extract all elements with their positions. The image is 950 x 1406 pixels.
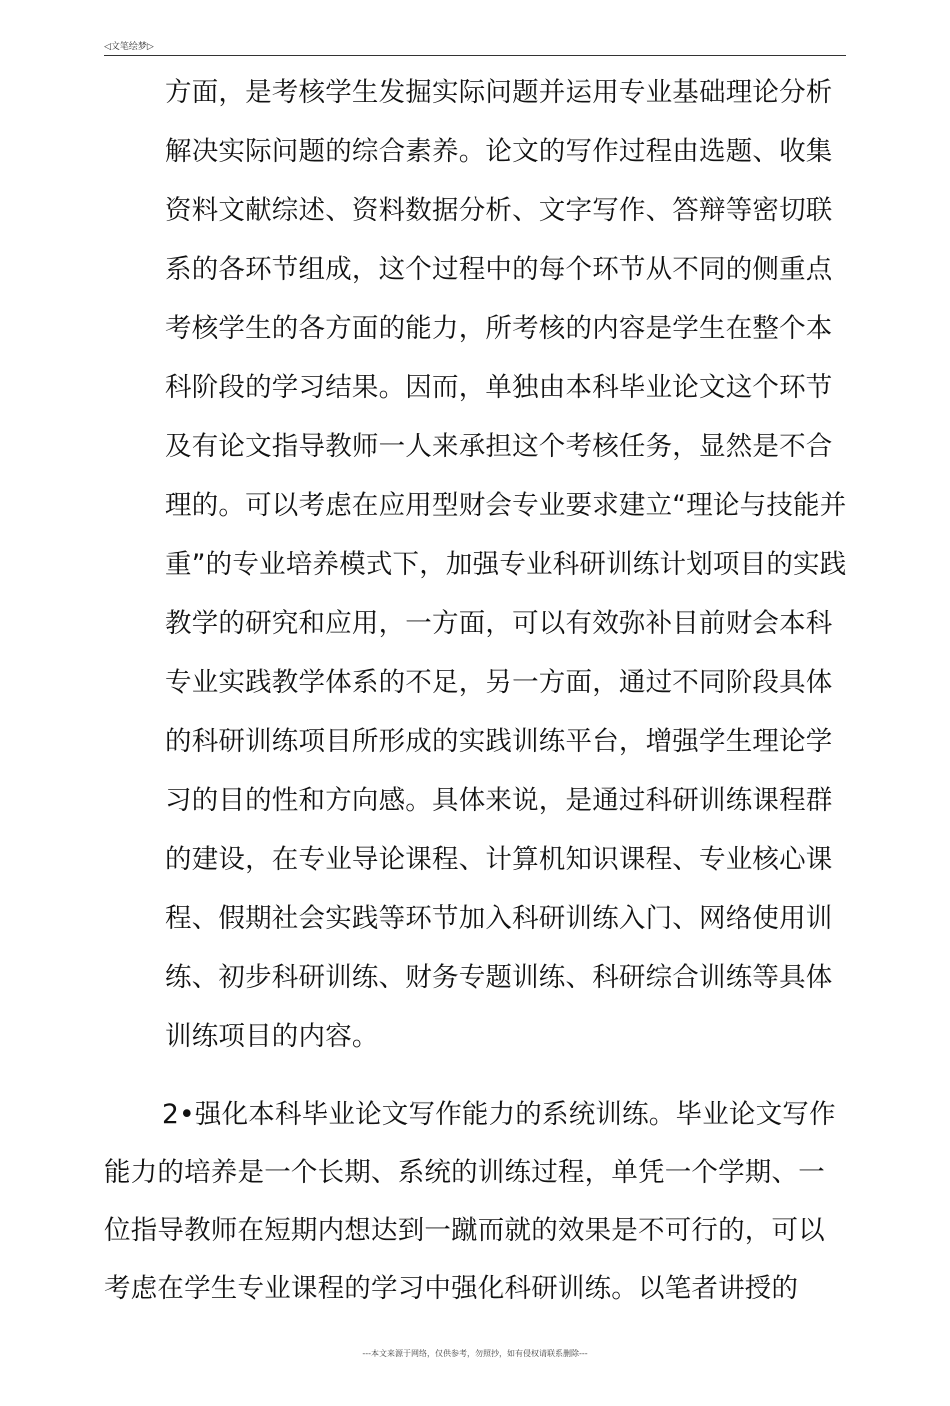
text-line: 解决实际问题的综合素养。论文的写作过程由选题、收集	[165, 136, 833, 167]
text-line: 资料文献综述、资料数据分析、文字写作、答辩等密切联	[165, 195, 833, 226]
text-line: 训练项目的内容。	[165, 1021, 379, 1052]
text-line: 及有论文指导教师一人来承担这个考核任务，显然是不合	[165, 431, 833, 462]
text-line: 考虑在学生专业课程的学习中强化科研训练。以笔者讲授的	[104, 1273, 799, 1304]
text-line: 专业实践教学体系的不足，另一方面，通过不同阶段具体	[165, 667, 833, 698]
text-line: 系的各环节组成，这个过程中的每个环节从不同的侧重点	[165, 254, 833, 285]
text-line: 程、假期社会实践等环节加入科研训练入门、网络使用训	[165, 903, 833, 934]
page-header	[104, 41, 846, 56]
page-footer: ---本文来源于网络，仅供参考，勿照抄，如有侵权请联系删除---	[362, 1349, 588, 1358]
text-line: 习的目的性和方向感。具体来说，是通过科研训练课程群	[165, 785, 833, 816]
text-line: 重”的专业培养模式下，加强专业科研训练计划项目的实践	[165, 549, 847, 580]
text-line: 能力的培养是一个长期、系统的训练过程，单凭一个学期、一	[104, 1157, 825, 1188]
body-paragraph-2	[104, 1100, 836, 1332]
text-line: 方面，是考核学生发掘实际问题并运用专业基础理论分析	[165, 77, 833, 108]
header-watermark-text: ◁文笔绘梦▷	[104, 42, 154, 52]
text-line: 位指导教师在短期内想达到一蹴而就的效果是不可行的，可以	[104, 1215, 825, 1246]
text-line: 2•强化本科毕业论文写作能力的系统训练。毕业论文写作	[162, 1099, 836, 1130]
text-line: 理的。可以考虑在应用型财会专业要求建立“理论与技能并	[165, 490, 847, 521]
text-line: 练、初步科研训练、财务专题训练、科研综合训练等具体	[165, 962, 833, 993]
text-line: 教学的研究和应用，一方面，可以有效弥补目前财会本科	[165, 608, 833, 639]
text-line: 的科研训练项目所形成的实践训练平台，增强学生理论学	[165, 726, 833, 757]
text-line: 科阶段的学习结果。因而，单独由本科毕业论文这个环节	[165, 372, 833, 403]
text-line: 考核学生的各方面的能力，所考核的内容是学生在整个本	[165, 313, 833, 344]
body-paragraph-1	[165, 78, 846, 1081]
text-line: 的建设，在专业导论课程、计算机知识课程、专业核心课	[165, 844, 833, 875]
